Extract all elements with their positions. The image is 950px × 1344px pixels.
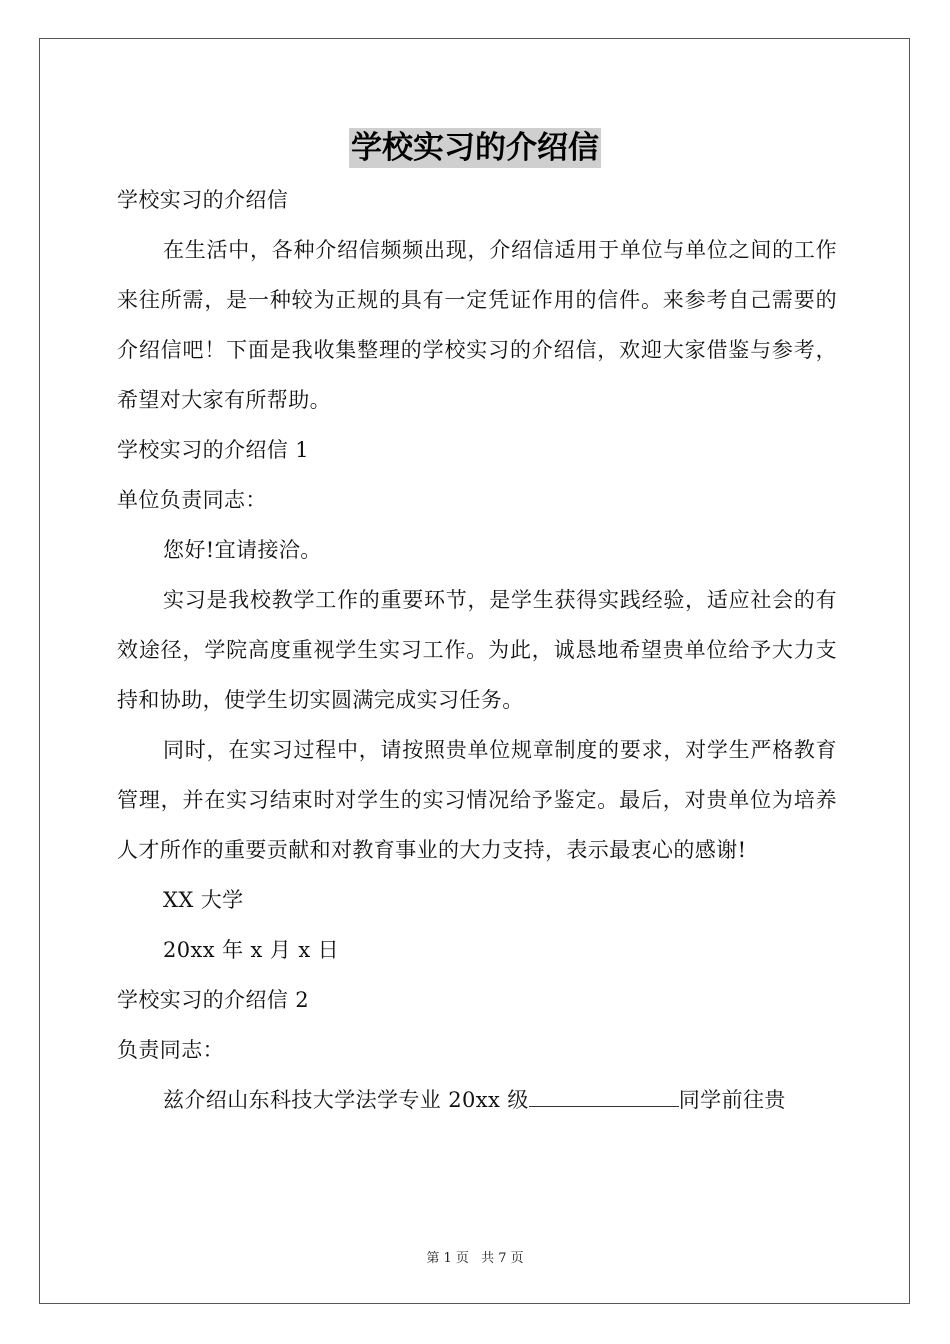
letter-paragraph-1: 实习是我校教学工作的重要环节，是学生获得实践经验，适应社会的有效途径，学院高度重视学生实习工作。为此，诚恳地希望贵单位给予大力支持和协助，使学生切实圆满完成实习任务。 [117,588,837,712]
document-body [117,175,837,1125]
greeting-line: 您好!宜请接洽。 [163,538,322,562]
page-number: 第 1 页 [426,1251,469,1266]
section-heading-2: 学校实习的介绍信 2 [117,988,310,1012]
document-title: 学校实习的介绍信 [351,130,599,166]
letter-2-text-end: 同学前往贵 [678,1088,786,1112]
page-footer [0,1247,950,1266]
letter-2-first-line [117,1075,837,1125]
salutation-1: 单位负责同志： [117,488,267,512]
section-heading-1: 学校实习的介绍信 1 [117,438,310,462]
letter-paragraph-2: 同时，在实习过程中，请按照贵单位规章制度的要求，对学生严格教育管理，并在实习结束时对学生的实习情况给予鉴定。最后，对贵单位为培养人才所作的重要贡献和对教育事业的大力支持，表示最衷心的感谢! [117,738,837,862]
salutation-2: 负责同志： [117,1038,224,1062]
name-blank-field [529,1086,679,1107]
signature-date: 20xx 年 x 月 x 日 [163,938,340,962]
title-container [0,128,950,168]
signature-university: XX 大学 [163,888,244,912]
subtitle-line: 学校实习的介绍信 [117,188,289,212]
page-total: 共 7 页 [481,1251,524,1266]
intro-paragraph: 在生活中，各种介绍信频频出现，介绍信适用于单位与单位之间的工作来往所需，是一种较为正规的具有一定凭证作用的信件。来参考自己需要的介绍信吧！下面是我收集整理的学校实习的介绍信，欢迎大家借鉴与参考，希望对大家有所帮助。 [117,238,837,412]
letter-2-text-start: 兹介绍山东科技大学法学专业 20xx 级 [163,1088,529,1112]
